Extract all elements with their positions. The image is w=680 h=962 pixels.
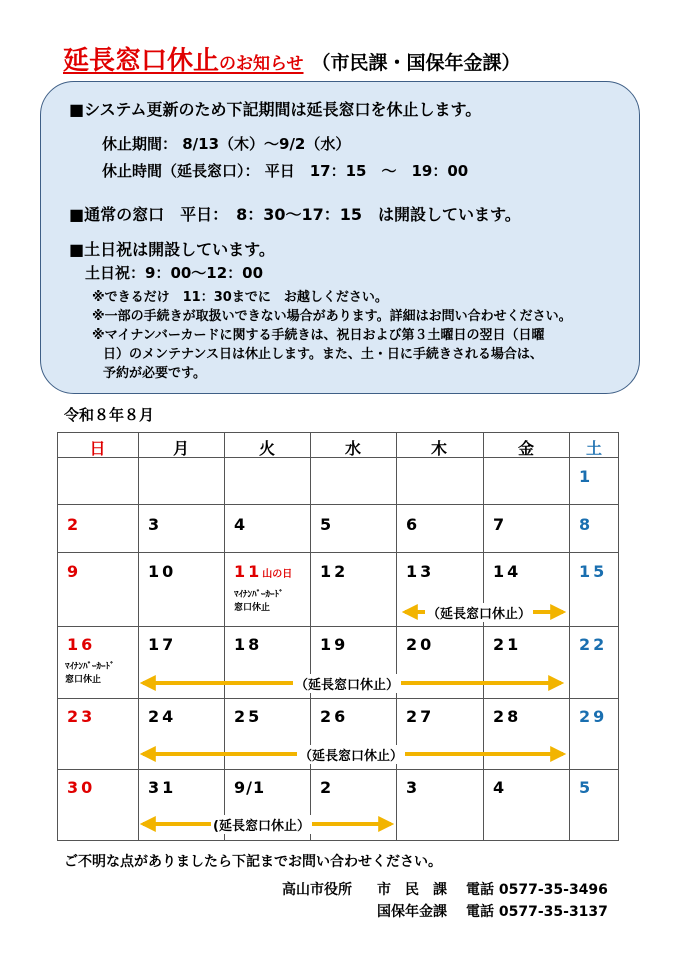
mynumber-note-line2: 窓口休止 (65, 675, 102, 685)
suspension-label-week5: （延長窓口休止） (297, 745, 405, 764)
calendar-day: 24 (148, 707, 177, 726)
calendar-day: 6 (406, 515, 421, 534)
footer-inquiry: ご不明な点がありましたら下記までお問い合わせください。 (64, 854, 442, 870)
dow-thursday: 木 (430, 439, 447, 458)
calendar-day: 1 (579, 467, 594, 486)
dow-wednesday: 水 (344, 439, 361, 458)
calendar-day: 22 (579, 635, 608, 654)
calendar-day: 17 (148, 635, 177, 654)
info-note-mynumber-3: 予約が必要です。 (103, 366, 206, 381)
calendar-day: 20 (406, 635, 435, 654)
info-note-arrival: ※できるだけ 11：30までに お越しください。 (92, 290, 388, 305)
calendar-day: 18 (234, 635, 263, 654)
calendar-day: 9 (67, 562, 82, 581)
calendar-day: 2 (67, 515, 82, 534)
info-box (40, 81, 640, 394)
calendar-day: 4 (493, 778, 508, 797)
calendar-day: 2 (320, 778, 335, 797)
footer-dept-insurance: 国保年金課 (377, 904, 447, 920)
calendar-day: 14 (493, 562, 522, 581)
calendar-month-label: 令和８年８月 (64, 406, 155, 424)
info-heading-weekend: ■土日祝は開設しています。 (69, 240, 275, 259)
footer-phone-insurance: 電話 0577-35-3137 (466, 904, 608, 920)
footer-dept-citizen: 市 民 課 (377, 882, 447, 898)
suspension-label-week4: （延長窓口休止） (293, 674, 401, 693)
calendar-day: 23 (67, 707, 96, 726)
calendar-day: 28 (493, 707, 522, 726)
dow-sunday: 日 (89, 439, 106, 458)
title-main: 延長窓口休止 (63, 46, 220, 76)
mynumber-note-line2: 窓口休止 (234, 603, 271, 613)
mynumber-note-line1: ﾏｲﾅﾝﾊﾞｰｶｰﾄﾞ (234, 590, 284, 600)
mynumber-note-line1: ﾏｲﾅﾝﾊﾞｰｶｰﾄﾞ (65, 662, 115, 672)
info-note-limited: ※一部の手続きが取扱いできない場合があります。詳細はお問い合わせください。 (92, 309, 572, 324)
calendar-day: 21 (493, 635, 522, 654)
info-heading-system-update: ■システム更新のため下記期間は延長窓口を休止します。 (69, 100, 482, 119)
footer-office: 高山市役所 (282, 882, 352, 898)
dow-tuesday: 火 (258, 439, 275, 458)
mynumber-note-tuesday (234, 589, 284, 615)
calendar-day: 25 (234, 707, 263, 726)
calendar-day: 5 (579, 778, 594, 797)
calendar-day: 15 (579, 562, 608, 581)
calendar-day: 19 (320, 635, 349, 654)
calendar-day: 4 (234, 515, 249, 534)
dow-monday: 月 (172, 439, 189, 458)
calendar-day: 5 (320, 515, 335, 534)
info-weekend-hours: 土日祝：9：00～12：00 (85, 264, 264, 282)
calendar-day: 31 (148, 778, 177, 797)
calendar-day: 10 (148, 562, 177, 581)
dow-saturday: 土 (585, 439, 602, 458)
calendar-day-holiday (234, 562, 292, 581)
footer-phone-citizen: 電話 0577-35-3496 (466, 882, 608, 898)
holiday-day-number: 11 (234, 562, 263, 581)
holiday-name: 山の日 (262, 569, 293, 580)
title-dept: （市民課・国保年金課） (311, 52, 521, 74)
calendar-day: 3 (406, 778, 421, 797)
calendar-day: 27 (406, 707, 435, 726)
mynumber-note-sunday (65, 661, 115, 687)
calendar-day: 30 (67, 778, 96, 797)
calendar-day: 26 (320, 707, 349, 726)
calendar-day: 7 (493, 515, 508, 534)
info-note-mynumber-2: 日）のメンテナンス日は休止します。また、土・日に手続きされる場合は、 (103, 347, 543, 362)
title-suffix: のお知らせ (219, 54, 304, 74)
info-heading-regular-window: ■通常の窓口 平日： 8：30～17：15 は開設しています。 (69, 205, 521, 224)
calendar-day: 12 (320, 562, 349, 581)
calendar-day: 8 (579, 515, 594, 534)
info-suspension-period: 休止期間： 8/13（木）～9/2（水） (102, 135, 351, 153)
page-title (63, 40, 521, 77)
calendar-day: 13 (406, 562, 435, 581)
suspension-label-week6: (延長窓口休止） (211, 815, 312, 834)
dow-friday: 金 (517, 439, 534, 458)
calendar-grid (57, 432, 619, 841)
info-suspension-hours: 休止時間（延長窓口）： 平日 17：15 ～ 19：00 (102, 162, 469, 180)
calendar-day: 29 (579, 707, 608, 726)
calendar-day: 16 (67, 635, 96, 654)
calendar-day: 3 (148, 515, 163, 534)
calendar-day: 9/1 (234, 778, 266, 797)
suspension-label-week3: （延長窓口休止） (425, 603, 533, 622)
info-note-mynumber-1: ※マイナンバーカードに関する手続きは、祝日および第３土曜日の翌日（日曜 (92, 328, 545, 343)
